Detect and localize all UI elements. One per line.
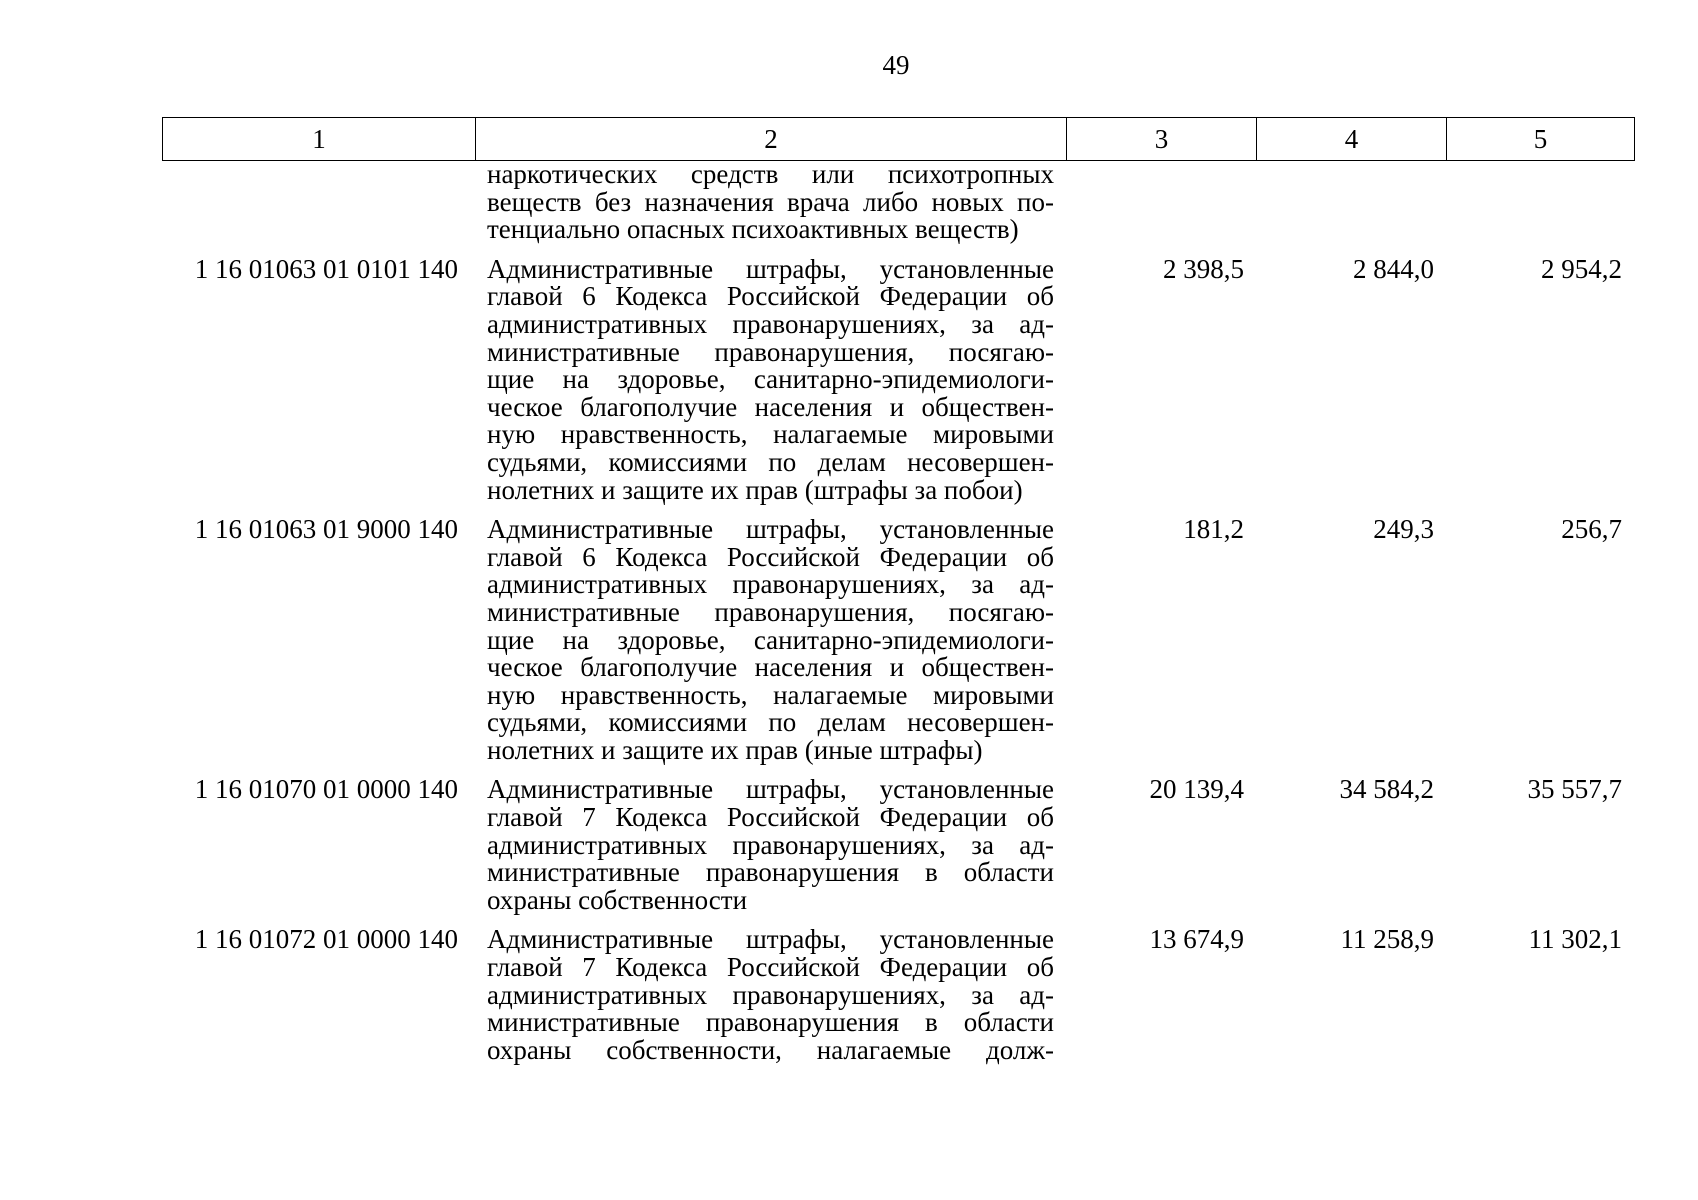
description-line: Административные штрафы, установленные bbox=[487, 774, 1054, 805]
value-cell-col5: 35 557,7 bbox=[1527, 774, 1622, 805]
description-line: главой 6 Кодекса Российской Федерации об bbox=[487, 281, 1054, 312]
value-cell-col5: 256,7 bbox=[1561, 514, 1622, 545]
code-cell: 1 16 01072 01 0000 140 bbox=[194, 924, 458, 955]
description-line: Административные штрафы, установленные bbox=[487, 253, 1054, 284]
description-line: ную нравственность, налагаемые мировыми bbox=[487, 419, 1054, 450]
description-line: тенциально опасных психоактивных веществ) bbox=[487, 214, 1019, 245]
description-line: главой 6 Кодекса Российской Федерации об bbox=[487, 541, 1054, 572]
description-line: административных правонарушениях, за ад- bbox=[487, 308, 1054, 339]
value-cell-col4: 2 844,0 bbox=[1353, 253, 1434, 284]
table-row bbox=[162, 253, 1634, 505]
description-cell bbox=[475, 776, 1066, 914]
description-line: административных правонарушениях, за ад- bbox=[487, 979, 1054, 1010]
code-cell: 1 16 01070 01 0000 140 bbox=[194, 774, 458, 805]
description-line: охраны собственности bbox=[487, 884, 748, 915]
description-line: главой 7 Кодекса Российской Федерации об bbox=[487, 802, 1054, 833]
value-cell-col5: 2 954,2 bbox=[1541, 253, 1622, 284]
value-cell-col5: 11 302,1 bbox=[1528, 924, 1622, 955]
description-line: щие на здоровье, санитарно-эпидемиологи- bbox=[487, 364, 1054, 395]
description-cell bbox=[475, 161, 1066, 244]
description-line: министративные правонарушения, посягаю- bbox=[487, 336, 1054, 367]
value-cell-col4: 11 258,9 bbox=[1340, 924, 1434, 955]
description-line: веществ без назначения врача либо новых по- bbox=[487, 186, 1054, 217]
code-cell: 1 16 01063 01 9000 140 bbox=[194, 514, 458, 545]
description-line: Административные штрафы, установленные bbox=[487, 514, 1054, 545]
description-line: главой 7 Кодекса Российской Федерации об bbox=[487, 952, 1054, 983]
description-line: ную нравственность, налагаемые мировыми bbox=[487, 679, 1054, 710]
table-row bbox=[162, 926, 1634, 1064]
description-line: Административные штрафы, установленные bbox=[487, 924, 1054, 955]
description-cell bbox=[475, 516, 1066, 764]
table-body bbox=[162, 161, 1634, 1064]
description-line: министративные правонарушения, посягаю- bbox=[487, 596, 1054, 627]
description-line: судьями, комиссиями по делам несовершен- bbox=[487, 707, 1054, 738]
table-row-continuation bbox=[162, 161, 1634, 244]
value-cell-col4: 34 584,2 bbox=[1339, 774, 1434, 805]
column-header-2: 2 bbox=[476, 118, 1067, 161]
code-cell: 1 16 01063 01 0101 140 bbox=[194, 253, 458, 284]
description-line: охраны собственности, налагаемые долж- bbox=[487, 1034, 1054, 1065]
table-row bbox=[162, 776, 1634, 914]
value-cell-col3: 181,2 bbox=[1183, 514, 1244, 545]
description-line: нолетних и защите их прав (штрафы за побои) bbox=[487, 474, 1023, 505]
table-row bbox=[162, 516, 1634, 764]
value-cell-col4: 249,3 bbox=[1373, 514, 1434, 545]
description-line: судьями, комиссиями по делам несовершен- bbox=[487, 446, 1054, 477]
description-line: административных правонарушениях, за ад- bbox=[487, 569, 1054, 600]
description-line: щие на здоровье, санитарно-эпидемиологи- bbox=[487, 624, 1054, 655]
column-header-1: 1 bbox=[163, 118, 476, 161]
description-line: министративные правонарушения в области bbox=[487, 857, 1054, 888]
description-line: министративные правонарушения в области bbox=[487, 1007, 1054, 1038]
value-cell-col3: 20 139,4 bbox=[1149, 774, 1244, 805]
description-line: административных правонарушениях, за ад- bbox=[487, 829, 1054, 860]
description-line: ческое благополучие населения и обществен- bbox=[487, 391, 1054, 422]
description-line: ческое благополучие населения и обществен- bbox=[487, 652, 1054, 683]
table-header bbox=[162, 117, 1635, 161]
value-cell-col3: 2 398,5 bbox=[1163, 253, 1244, 284]
value-cell-col3: 13 674,9 bbox=[1149, 924, 1244, 955]
description-line: нолетних и защите их прав (иные штрафы) bbox=[487, 734, 983, 765]
description-line: наркотических средств или психотропных bbox=[487, 159, 1054, 189]
description-cell bbox=[475, 253, 1066, 505]
column-header-5: 5 bbox=[1447, 118, 1635, 161]
description-cell bbox=[475, 926, 1066, 1064]
page-number: 49 bbox=[882, 50, 910, 80]
column-header-3: 3 bbox=[1067, 118, 1257, 161]
column-header-4: 4 bbox=[1257, 118, 1447, 161]
